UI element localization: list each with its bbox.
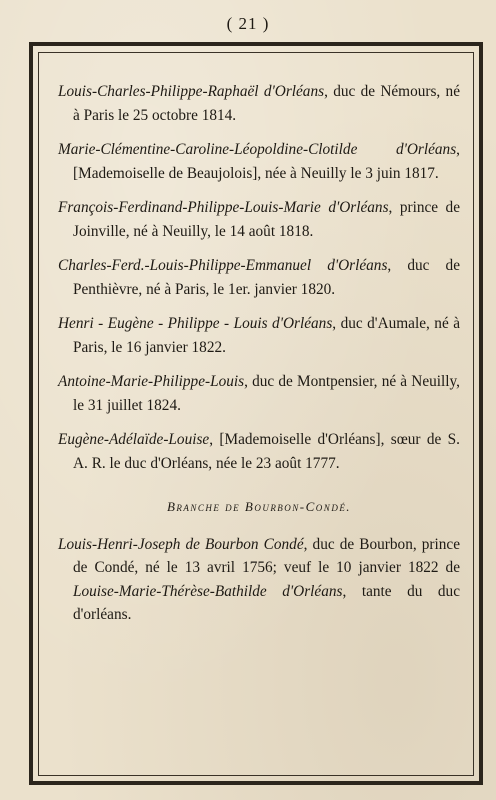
entry-text: , duc de Penthièvre, né à Paris, le 1er. janvier 1820.	[73, 257, 460, 298]
entry-text: , duc de Bourbon, prince de Condé, né le 13 avril 1756; veuf le 10 janvier 1822 de	[73, 535, 461, 576]
page-number: ( 21 )	[226, 14, 270, 33]
page-content	[58, 80, 460, 638]
spouse-name: Louise-Marie-Thérèse-Bathilde d'Orléans	[73, 582, 343, 600]
entry-text: , [Mademoiselle de Beaujolois], née à Neuilly le 3 juin 1817.	[73, 141, 460, 182]
entry-text: , duc de Némours, né à Paris le 25 octobre 1814.	[73, 83, 460, 124]
entry-name: Eugène-Adélaïde-Louise	[58, 431, 210, 448]
genealogy-entry	[58, 370, 460, 417]
genealogy-entry	[58, 533, 460, 627]
entry-text: , prince de Joinville, né à Neuilly, le 14 août 1818.	[73, 199, 461, 240]
entry-text: , tante du duc d'orléans.	[73, 582, 460, 623]
entry-name: Louis-Charles-Philippe-Raphaël d'Orléans	[58, 83, 325, 100]
entry-text: , duc d'Aumale, né à Paris, le 16 janvier 1822.	[73, 315, 461, 356]
genealogy-entry	[58, 312, 460, 359]
entry-name: Antoine-Marie-Philippe-Louis	[58, 373, 245, 390]
genealogy-entry	[58, 254, 460, 301]
genealogy-entry	[58, 428, 460, 475]
entry-name: Louis-Henri-Joseph de Bourbon Condé	[58, 535, 304, 553]
entry-name: François-Ferdinand-Philippe-Louis-Marie d'Orléans	[58, 199, 389, 216]
entry-name: Charles-Ferd.-Louis-Philippe-Emmanuel d'Orléans	[58, 257, 388, 274]
entry-text: , [Mademoiselle d'Orléans], sœur de S. A. R. le duc d'Orléans, née le 23 août 1777.	[73, 431, 460, 472]
genealogy-entry	[58, 138, 460, 185]
genealogy-entry	[58, 196, 460, 243]
entry-text: , duc de Montpensier, né à Neuilly, le 31 juillet 1824.	[73, 373, 460, 414]
genealogy-entry	[58, 80, 460, 127]
section-heading: Branche de Bourbon-Condé.	[166, 499, 352, 514]
entry-name: Henri - Eugène - Philippe - Louis d'Orléans	[58, 315, 333, 332]
entry-name: Marie-Clémentine-Caroline-Léopoldine-Clotilde d'Orléans	[58, 141, 457, 158]
